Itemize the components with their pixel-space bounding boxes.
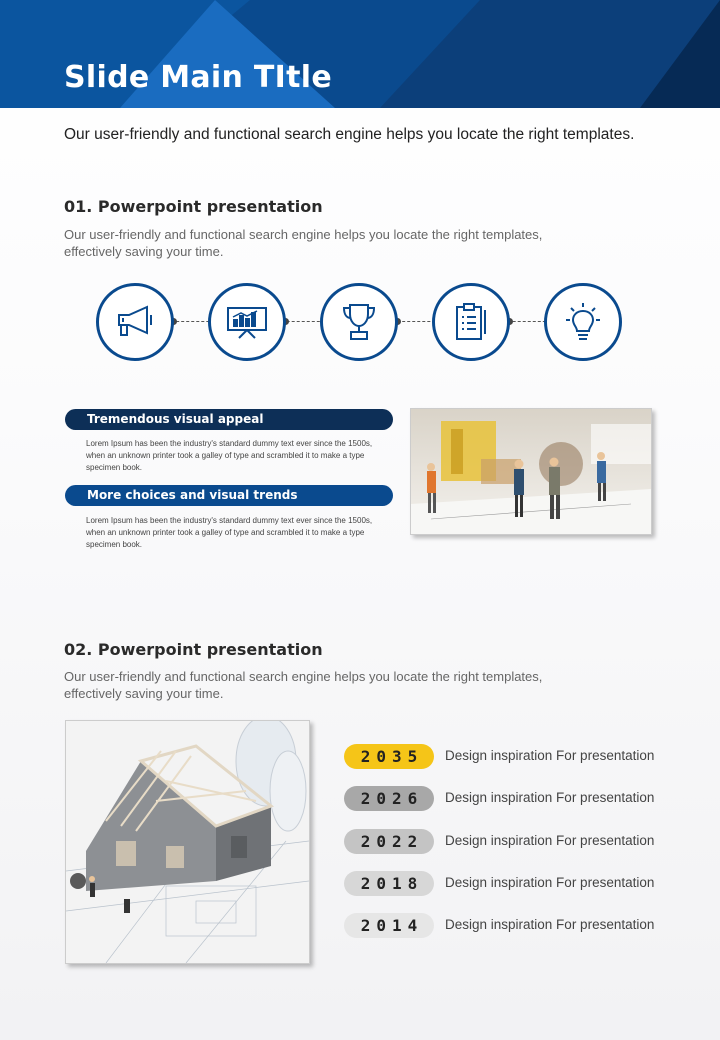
figurines-photo <box>410 408 652 535</box>
page-title: Slide Main TItle <box>64 60 333 95</box>
lightbulb-icon <box>544 283 622 361</box>
intro-text: Our user-friendly and functional search engine helps you locate the right templates. <box>64 126 635 143</box>
section1-description: Our user-friendly and functional search engine helps you locate the right templates, effectively saving your time. <box>64 227 543 259</box>
year-badge: 2026 <box>344 786 434 811</box>
timeline-text: Design inspiration For presentation <box>445 833 655 848</box>
timeline-row <box>344 829 674 855</box>
megaphone-icon <box>96 283 174 361</box>
feature-text-1: Lorem Ipsum has been the industry's standard dummy text ever since the 1500s, when an unknown printer took a galley of type and scrambled it to make a type specimen book. <box>86 439 373 472</box>
feature-pill-choices: More choices and visual trends <box>65 485 393 506</box>
chart-board-icon <box>208 283 286 361</box>
year-badge: 2018 <box>344 871 434 896</box>
year-badge: 2022 <box>344 829 434 854</box>
timeline-row <box>344 913 674 939</box>
header-banner <box>0 0 720 108</box>
feature-pill-visual-appeal: Tremendous visual appeal <box>65 409 393 430</box>
trophy-icon <box>320 283 398 361</box>
timeline-text: Design inspiration For presentation <box>445 917 655 932</box>
year-badge: 2035 <box>344 744 434 769</box>
timeline-row <box>344 786 674 812</box>
section2-description: Our user-friendly and functional search engine helps you locate the right templates, effectively saving your time. <box>64 669 543 701</box>
house-model-photo <box>65 720 310 964</box>
section2-title: 02. Powerpoint presentation <box>64 640 323 659</box>
feature-text-2: Lorem Ipsum has been the industry's standard dummy text ever since the 1500s, when an unknown printer took a galley of type and scrambled it to make a type specimen book. <box>86 516 373 549</box>
timeline-text: Design inspiration For presentation <box>445 790 655 805</box>
icon-process-row <box>96 283 626 361</box>
section1-title: 01. Powerpoint presentation <box>64 197 323 216</box>
timeline-row <box>344 744 674 770</box>
timeline-row <box>344 871 674 897</box>
year-badge: 2014 <box>344 913 434 938</box>
clipboard-icon <box>432 283 510 361</box>
timeline-text: Design inspiration For presentation <box>445 875 655 890</box>
timeline-text: Design inspiration For presentation <box>445 748 655 763</box>
